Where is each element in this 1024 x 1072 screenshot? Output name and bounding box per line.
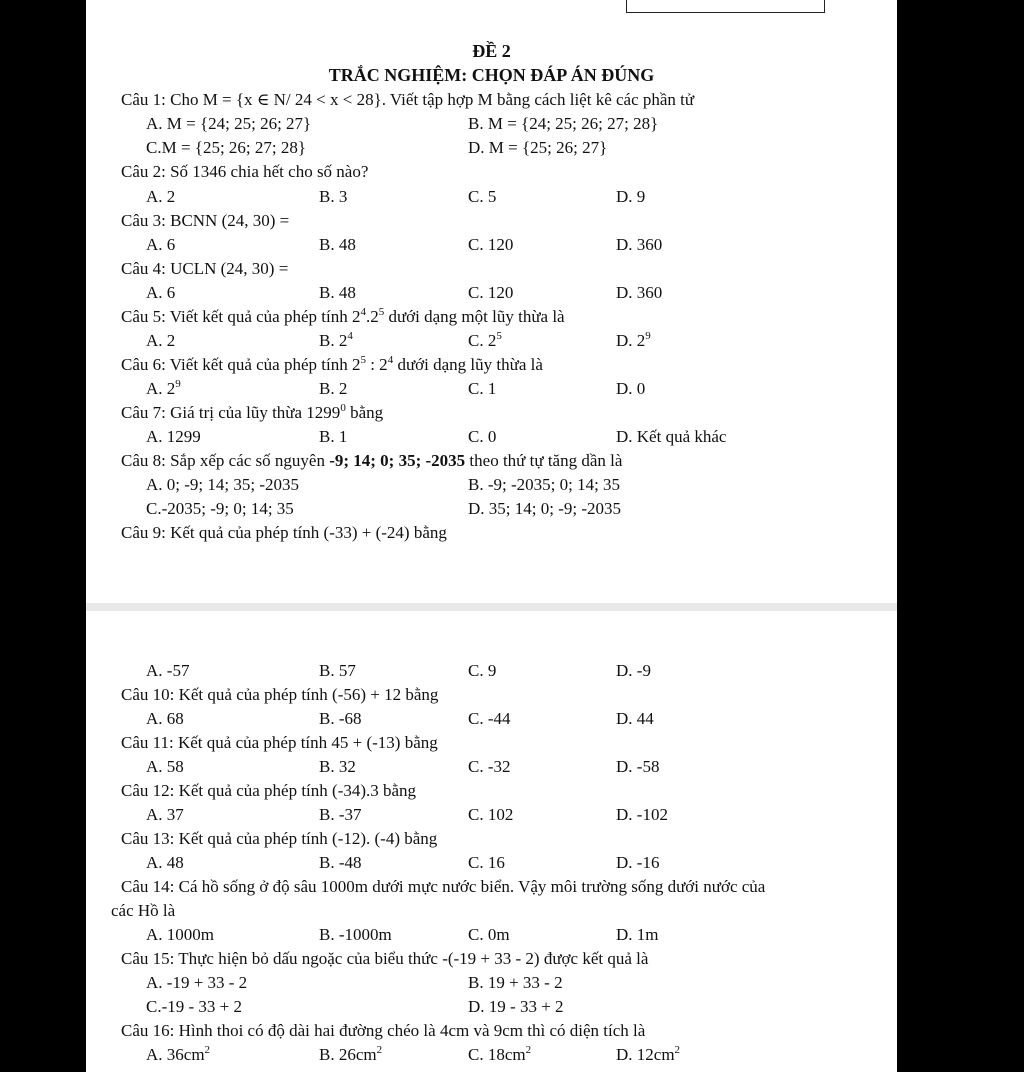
q1-option-a: A. M = {24; 25; 26; 27}	[146, 114, 312, 133]
question-7: Câu 7: Giá trị của lũy thừa 1299$^0$ bằng	[121, 402, 384, 422]
q9-option-d: D. -9	[616, 661, 651, 680]
q7-option-d: D. Kết quả khác	[616, 427, 727, 446]
q15-option-d: D. 19 - 33 + 2	[468, 997, 564, 1016]
q14-option-c: C. 0m	[468, 925, 510, 944]
q1-option-b: B. M = {24; 25; 26; 27; 28}	[468, 114, 659, 133]
question-14: Câu 14: Cá hồ sống ở độ sâu 1000m dưới mực nước biển. Vậy môi trường sống dưới nước của	[121, 877, 766, 896]
q8-option-a: A. 0; -9; 14; 35; -2035	[146, 475, 299, 494]
q2-option-c: C. 5	[468, 187, 497, 206]
q3-option-d: D. 360	[616, 235, 663, 254]
q7-option-c: C. 0	[468, 427, 497, 446]
q4-option-b: B. 48	[319, 283, 356, 302]
question-6: Câu 6: Viết kết quả của phép tính $2^5$ : $2^4$ dưới dạng lũy thừa là	[121, 354, 543, 374]
q12-option-a: A. 37	[146, 805, 184, 824]
answer-box	[626, 0, 825, 13]
q3-option-b: B. 48	[319, 235, 356, 254]
question-13: Câu 13: Kết quả của phép tính (-12). (-4) bằng	[121, 829, 438, 848]
page-bottom	[86, 611, 897, 1072]
question-14-continued: các Hồ là	[111, 901, 176, 920]
q13-option-b: B. -48	[319, 853, 362, 872]
question-12: Câu 12: Kết quả của phép tính (-34).3 bằng	[121, 781, 417, 800]
q6-option-c: C. 1	[468, 379, 497, 398]
q12-option-b: B. -37	[319, 805, 362, 824]
q15-option-b: B. 19 + 33 - 2	[468, 973, 563, 992]
q16-option-b: B. $26cm^2$	[319, 1044, 383, 1064]
q7-option-b: B. 1	[319, 427, 348, 446]
q9-option-b: B. 57	[319, 661, 356, 680]
q16-option-c: C. $18cm^2$	[468, 1044, 532, 1064]
q8-option-c: C.-2035; -9; 0; 14; 35	[146, 499, 294, 518]
question-4: Câu 4: UCLN (24, 30) =	[121, 259, 289, 278]
question-8: Câu 8: Sắp xếp các số nguyên -9; 14; 0; 35; -2035 theo thứ tự tăng dần là	[121, 451, 623, 470]
question-10: Câu 10: Kết quả của phép tính (-56) + 12 bằng	[121, 685, 439, 704]
q4-option-d: D. 360	[616, 283, 663, 302]
q11-option-c: C. -32	[468, 757, 511, 776]
q10-option-d: D. 44	[616, 709, 654, 728]
q12-option-c: C. 102	[468, 805, 514, 824]
q2-option-d: D. 9	[616, 187, 646, 206]
q14-option-a: A. 1000m	[146, 925, 214, 944]
q7-option-a: A. 1299	[146, 427, 201, 446]
q14-option-b: B. -1000m	[319, 925, 392, 944]
q13-option-c: C. 16	[468, 853, 505, 872]
q8-option-d: D. 35; 14; 0; -9; -2035	[468, 499, 621, 518]
q15-option-c: C.-19 - 33 + 2	[146, 997, 242, 1016]
page-separator	[86, 603, 897, 611]
q10-option-c: C. -44	[468, 709, 511, 728]
question-5: Câu 5: Viết kết quả của phép tính $2^4.2^5$ dưới dạng một lũy thừa là	[121, 306, 565, 326]
question-11: Câu 11: Kết quả của phép tính 45 + (-13) bằng	[121, 733, 438, 752]
q16-option-a: A. $36cm^2$	[146, 1044, 211, 1064]
q14-option-d: D. 1m	[616, 925, 659, 944]
q9-option-a: A. -57	[146, 661, 190, 680]
q2-option-b: B. 3	[319, 187, 348, 206]
q11-option-a: A. 58	[146, 757, 184, 776]
q9-option-c: C. 9	[468, 661, 497, 680]
q13-option-a: A. 48	[146, 853, 184, 872]
q3-option-a: A. 6	[146, 235, 176, 254]
q16-option-d: D. $12cm^2$	[616, 1044, 681, 1064]
question-3: Câu 3: BCNN (24, 30) =	[121, 211, 290, 230]
q6-option-b: B. 2	[319, 379, 348, 398]
q5-option-c: C. $2^5$	[468, 330, 502, 350]
q10-option-a: A. 68	[146, 709, 184, 728]
q8-option-b: B. -9; -2035; 0; 14; 35	[468, 475, 621, 494]
q4-option-c: C. 120	[468, 283, 514, 302]
q11-option-d: D. -58	[616, 757, 660, 776]
q3-option-c: C. 120	[468, 235, 514, 254]
q5-option-b: B. $2^4$	[319, 330, 353, 350]
question-2: Câu 2: Số 1346 chia hết cho số nào?	[121, 162, 369, 181]
q2-option-a: A. 2	[146, 187, 176, 206]
q5-option-a: A. 2	[146, 331, 176, 350]
q12-option-d: D. -102	[616, 805, 668, 824]
exam-code: ĐỀ 2	[472, 41, 511, 61]
q1-option-c: C.M = {25; 26; 27; 28}	[146, 138, 307, 157]
q4-option-a: A. 6	[146, 283, 176, 302]
question-9: Câu 9: Kết quả của phép tính (-33) + (-24) bằng	[121, 523, 447, 542]
q6-option-d: D. 0	[616, 379, 646, 398]
q10-option-b: B. -68	[319, 709, 362, 728]
q13-option-d: D. -16	[616, 853, 660, 872]
q5-option-d: D. $2^9$	[616, 330, 651, 350]
q11-option-b: B. 32	[319, 757, 356, 776]
q6-option-a: A. $2^9$	[146, 378, 181, 398]
question-16: Câu 16: Hình thoi có độ dài hai đường chéo là 4cm và 9cm thì có diện tích là	[121, 1021, 646, 1040]
question-15: Câu 15: Thực hiện bỏ dấu ngoặc của biểu thức -(-19 + 33 - 2) được kết quả là	[121, 949, 649, 968]
section-title: TRẮC NGHIỆM: CHỌN ĐÁP ÁN ĐÚNG	[328, 65, 655, 85]
page-top	[86, 0, 897, 603]
q1-option-d: D. M = {25; 26; 27}	[468, 138, 608, 157]
question-1: Câu 1: Cho M = {x ∈ N/ 24 < x < 28}. Viết tập hợp M bằng cách liệt kê các phần tử	[121, 90, 695, 109]
q15-option-a: A. -19 + 33 - 2	[146, 973, 248, 992]
